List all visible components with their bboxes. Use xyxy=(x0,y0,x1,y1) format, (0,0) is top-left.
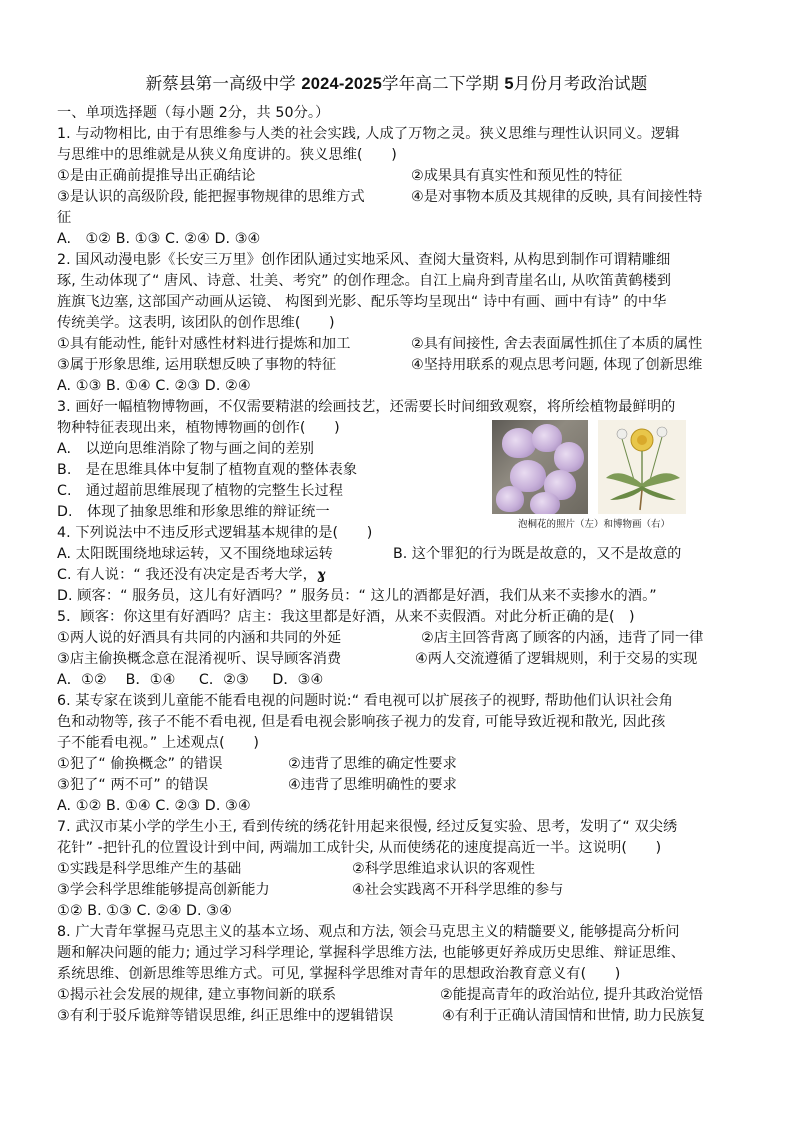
q4-option-d: D. 顾客：“ 服务员，这儿有好酒吗？” 服务员：“ 这儿的酒都是好酒，我们从来不卖掺水的酒。” xyxy=(57,588,657,604)
q2-option-2: ②具有间接性, 舍去表面属性抓住了本质的属性 xyxy=(411,336,703,352)
q5-option-1: ①两人说的好酒具有共同的内涵和共同的外延 xyxy=(57,630,342,646)
q3-option-a: A. 以逆向思维消除了物与画之间的差别 xyxy=(57,441,315,457)
q1-option-4-cont: 征 xyxy=(57,210,72,226)
q8-stem-line1: 8. 广大青年掌握马克思主义的基本立场、观点和方法, 领会马克思主义的精髓要义, 能够提高分析问 xyxy=(57,924,680,940)
title-month: 5 xyxy=(504,75,514,93)
q8-option-1: ①揭示社会发展的规律, 建立事物间新的联系 xyxy=(57,987,337,1003)
q8-option-2: ②能提高青年的政治站位, 提升其政治觉悟 xyxy=(440,987,703,1003)
q8-option-4: ④有利于正确认清国情和世情, 助力民族复 xyxy=(442,1008,705,1024)
q5-answers: A．①② B．①④ C．②③ D．③④ xyxy=(57,672,324,688)
q2-option-1: ①具有能动性, 能针对感性材料进行提炼和加工 xyxy=(57,336,351,352)
q7-answers: ①② B. ①③ C. ②④ D. ③④ xyxy=(57,903,232,919)
q6-option-4: ④违背了思维明确性的要求 xyxy=(288,777,457,793)
title-text-2: 学年高二下学期 xyxy=(382,74,505,93)
q5-option-2: ②店主回答背离了顾客的内涵，违背了同一律 xyxy=(421,630,704,646)
q2-stem-line3: 旌旗飞边塞, 这部国产动画从运镜、 构图到光影、配乐等均呈现出“ 诗中有画、画中有诗” 的中华 xyxy=(57,294,667,310)
q3-option-b: B. 是在思维具体中复制了植物直观的整体表象 xyxy=(57,462,358,478)
q1-stem-line2: 与思维中的思维就是从狭义角度讲的。狭义思维( ) xyxy=(57,147,397,163)
q7-option-4: ④社会实践离不开科学思维的参与 xyxy=(352,882,564,898)
q1-option-1: ①是由正确前提推导出正确结论 xyxy=(57,168,256,184)
title-text-1: 新蔡县第一高级中学 xyxy=(145,74,302,93)
q1-option-2: ②成果具有真实性和预见性的特征 xyxy=(411,168,623,184)
q6-stem-line1: 6. 某专家在谈到儿童能不能看电视的问题时说:“ 看电视可以扩展孩子的视野, 帮助他们认识社会角 xyxy=(57,693,674,709)
q7-stem-line1: 7. 武汉市某小学的学生小王, 看到传统的绣花针用起来很慢, 经过反复实验、思考，发明了“ 双尖绣 xyxy=(57,819,678,835)
q4-option-b: B. 这个罪犯的行为既是故意的，又不是故意的 xyxy=(393,546,682,562)
q2-stem-line2: 琢, 生动体现了“ 唐风、诗意、壮美、考究” 的创作理念。自江上扁舟到青崖名山, 从吹笛黄鹤楼到 xyxy=(57,273,672,289)
q1-stem-line1: 1. 与动物相比, 由于有思维参与人类的社会实践, 人成了万物之灵。狭义思维与理性认识同义。逻辑 xyxy=(57,126,680,142)
q3-option-d: D. 体现了抽象思维和形象思维的辩证统一 xyxy=(57,504,330,520)
section-heading: 一、单项选择题（每小题 2分，共 50分。） xyxy=(57,105,330,121)
q4-option-c-text: C. 有人说：“ 我还没有决定是否考大学， xyxy=(57,567,317,583)
paulownia-photo xyxy=(492,420,588,514)
q3-stem-line1: 3. 画好一幅植物博物画，不仅需要精湛的绘画技艺，还需要长时间细致观察，将所绘植物最鲜明的 xyxy=(57,399,676,415)
q4-option-c xyxy=(57,565,326,586)
botanical-painting xyxy=(598,420,686,514)
q2-stem-line4: 传统美学。这表明, 该团队的创作思维( ) xyxy=(57,315,335,331)
q1-option-3: ③是认识的高级阶段, 能把握事物规律的思维方式 xyxy=(57,189,365,205)
title-text-3: 月份月考政治试题 xyxy=(513,74,648,93)
q2-answers: A. ①③ B. ①④ C. ②③ D. ②④ xyxy=(57,378,251,394)
q6-option-3: ③犯了“ 两不可” 的错误 xyxy=(57,777,209,793)
q3-option-c: C. 通过超前思维展现了植物的完整生长过程 xyxy=(57,483,344,499)
q7-stem-line2: 花针” -把针孔的位置设计到中间, 两端加工成针尖, 从而使绣花的速度提高近一半。这说明( ) xyxy=(57,840,662,856)
q1-answers: A. ①② B. ①③ C. ②④ D. ③④ xyxy=(57,231,261,247)
q6-stem-line3: 子不能看电视。” 上述观点( ) xyxy=(57,735,259,751)
q6-option-1: ①犯了“ 偷换概念” 的错误 xyxy=(57,756,223,772)
q6-answers: A. ①② B. ①④ C. ②③ D. ③④ xyxy=(57,798,251,814)
q7-option-2: ②科学思维追求认识的客观性 xyxy=(352,861,535,877)
page-title xyxy=(0,70,793,94)
q4-stem: 4. 下列说法中不违反形式逻辑基本规律的是( ) xyxy=(57,525,373,541)
q3-figure xyxy=(490,418,700,532)
q1-option-4: ④是对事物本质及其规律的反映, 具有间接性特 xyxy=(411,189,703,205)
figure-caption: 泡桐花的照片（左）和博物画（右） xyxy=(517,519,670,530)
q4-option-c-mark: ɣ xyxy=(316,567,326,583)
q7-option-3: ③学会科学思维能够提高创新能力 xyxy=(57,882,270,898)
q2-stem-line1: 2. 国风动漫电影《长安三万里》创作团队通过实地采风、查阅大量资料, 从构思到制作可谓精雕细 xyxy=(57,252,671,268)
q8-option-3: ③有利于驳斥诡辩等错误思维, 纠正思维中的逻辑错误 xyxy=(57,1008,394,1024)
q5-stem: 5．顾客：你这里有好酒吗？店主：我这里都是好酒，从来不卖假酒。对此分析正确的是( ) xyxy=(57,609,635,625)
q7-option-1: ①实践是科学思维产生的基础 xyxy=(57,861,242,877)
q2-option-3: ③属于形象思维, 运用联想反映了事物的特征 xyxy=(57,357,337,373)
q3-stem-line2: 物种特征表现出来，植物博物画的创作( ) xyxy=(57,420,340,436)
q6-stem-line2: 色和动物等, 孩子不能不看电视, 但是看电视会影响孩子视力的发育, 可能导致近视和散光, 因此孩 xyxy=(57,714,666,730)
q2-option-4: ④坚持用联系的观点思考问题, 体现了创新思维 xyxy=(411,357,703,373)
q8-stem-line3: 系统思维、创新思维等思维方式。可见, 掌握科学思维对青年的思想政治教育意义有( ) xyxy=(57,966,621,982)
q8-stem-line2: 题和解决问题的能力; 通过学习科学理论, 掌握科学思维方法, 也能够更好养成历史思维、辩证思维、 xyxy=(57,945,686,961)
q5-option-3: ③店主偷换概念意在混淆视听、误导顾客消费 xyxy=(57,651,342,667)
q4-option-a: A. 太阳既围绕地球运转，又不围绕地球运转 xyxy=(57,546,333,562)
title-year: 2024-2025 xyxy=(301,75,383,93)
q5-option-4: ④两人交流遵循了逻辑规则，利于交易的实现 xyxy=(415,651,698,667)
q6-option-2: ②违背了思维的确定性要求 xyxy=(288,756,457,772)
